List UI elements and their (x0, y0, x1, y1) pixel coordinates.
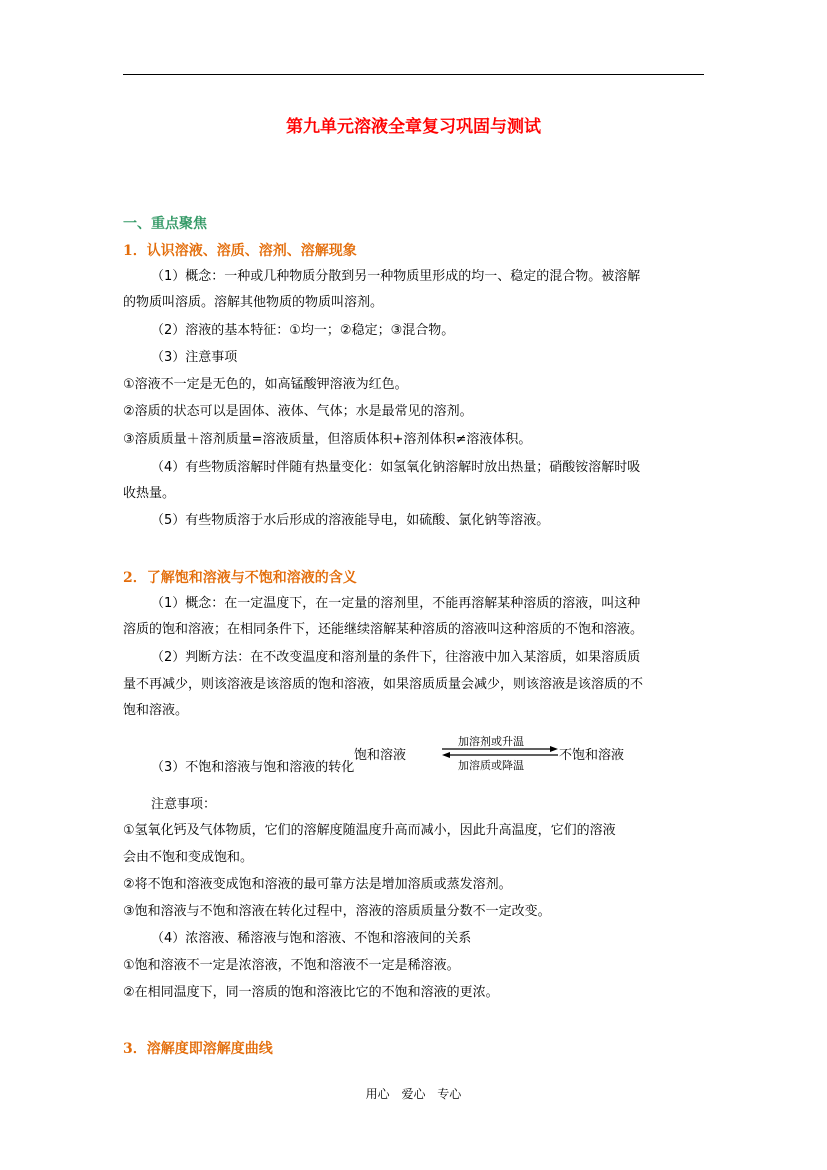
paragraph-line: （4）浓溶液、稀溶液与饱和溶液、不饱和溶液间的关系 (151, 931, 472, 946)
paragraph-line: 收热量。 (123, 486, 176, 501)
diagram-top-label: 加溶剂或升温 (458, 735, 524, 748)
paragraph-line: ③溶质质量＋溶剂质量=溶液质量，但溶质体积+溶剂体积≠溶液体积。 (123, 432, 532, 447)
topic2-heading: 2．了解饱和溶液与不饱和溶液的含义 (123, 570, 357, 586)
paragraph-line: （1）概念：一种或几种物质分散到另一种物质里形成的均一、稳定的混合物。被溶解 (151, 269, 641, 284)
page-title: 第九单元溶液全章复习巩固与测试 (286, 117, 541, 137)
header-rule (123, 74, 704, 75)
paragraph-line: ②在相同温度下，同一溶质的饱和溶液比它的不饱和溶液的更浓。 (123, 985, 499, 1000)
paragraph-line: ①氢氧化钙及气体物质，它们的溶解度随温度升高而减小，因此升高温度，它们的溶液 (123, 823, 616, 838)
paragraph-line: （4）有些物质溶解时伴随有热量变化：如氢氧化钠溶解时放出热量；硝酸铵溶解时吸 (151, 460, 641, 475)
paragraph-line: （2）判断方法：在不改变温度和溶剂量的条件下，往溶液中加入某溶质，如果溶质质 (151, 650, 641, 665)
notes-label: 注意事项： (151, 797, 217, 812)
topic1-heading: 1．认识溶液、溶质、溶剂、溶解现象 (123, 243, 357, 259)
page-footer: 用心 爱心 专心 (365, 1087, 462, 1101)
diagram-left-label: 饱和溶液 (354, 748, 407, 763)
section-heading: 一、重点聚焦 (123, 216, 207, 232)
paragraph-line: 会由不饱和变成饱和。 (123, 850, 254, 865)
paragraph-line: 溶质的饱和溶液；在相同条件下，还能继续溶解某种溶质的溶液叫这种溶质的不饱和溶液。 (123, 622, 644, 637)
paragraph-line: 量不再减少，则该溶液是该溶质的饱和溶液，如果溶质质量会减少，则该溶液是该溶质的不 (123, 677, 644, 692)
paragraph-line: ②溶质的状态可以是固体、液体、气体；水是最常见的溶剂。 (123, 404, 473, 419)
paragraph-line: （2）溶液的基本特征：①均一；②稳定；③混合物。 (151, 323, 455, 338)
paragraph-line: ③饱和溶液与不饱和溶液在转化过程中，溶液的溶质质量分数不一定改变。 (123, 904, 551, 919)
conversion-arrows (442, 746, 558, 758)
paragraph-line: （3）注意事项 (151, 350, 238, 365)
paragraph-line: ②将不饱和溶液变成饱和溶液的最可靠方法是增加溶质或蒸发溶剂。 (123, 877, 512, 892)
paragraph-line: ①饱和溶液不一定是浓溶液，不饱和溶液不一定是稀溶液。 (123, 958, 460, 973)
conversion-diagram (354, 733, 634, 773)
diagram-right-label: 不饱和溶液 (559, 748, 625, 763)
paragraph-line: （5）有些物质溶于水后形成的溶液能导电，如硫酸、氯化钠等溶液。 (151, 513, 550, 528)
paragraph-line: 饱和溶液。 (123, 703, 189, 718)
conversion-label: （3）不饱和溶液与饱和溶液的转化 (151, 760, 355, 775)
topic3-heading: 3．溶解度即溶解度曲线 (123, 1041, 273, 1057)
paragraph-line: ①溶液不一定是无色的，如高锰酸钾溶液为红色。 (123, 377, 408, 392)
diagram-bottom-label: 加溶质或降温 (458, 759, 524, 772)
paragraph-line: （1）概念：在一定温度下，在一定量的溶剂里，不能再溶解某种溶质的溶液，叫这种 (151, 596, 641, 611)
paragraph-line: 的物质叫溶质。溶解其他物质的物质叫溶剂。 (123, 295, 384, 310)
